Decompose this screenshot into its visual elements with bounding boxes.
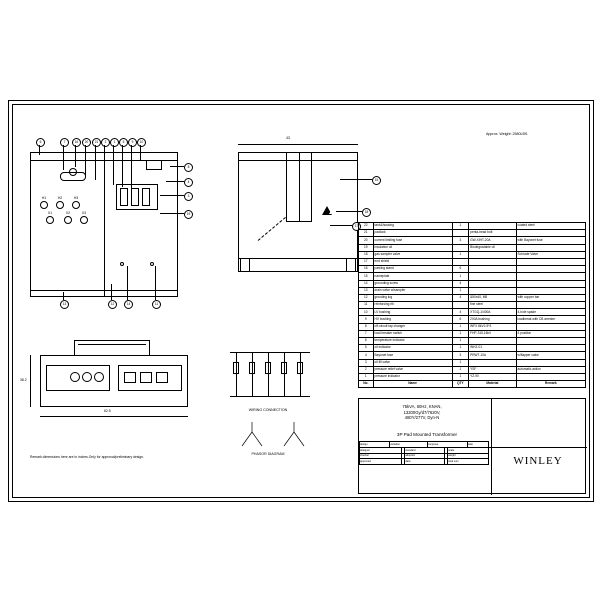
bom-cell-remark xyxy=(516,302,585,309)
revision-column-header: compose xyxy=(427,442,467,448)
revision-column-header: date xyxy=(467,442,488,448)
bom-cell-name: reinforcing rib xyxy=(373,302,452,309)
bom-cell-name: temperature indicator xyxy=(373,338,452,345)
bom-cell-name: parking stand xyxy=(373,266,452,273)
terminal-label-x1: X1 xyxy=(47,211,53,215)
bom-cell-no: 14 xyxy=(359,280,374,287)
bom-cell-no: 4 xyxy=(359,352,374,359)
wiring-coil-4 xyxy=(281,362,287,374)
table-row xyxy=(359,330,586,337)
table-row xyxy=(359,237,586,244)
leader-10 xyxy=(140,145,141,161)
side-view-door-split xyxy=(299,152,300,222)
bom-cell-no: 12 xyxy=(359,294,374,301)
bom-cell-remark xyxy=(516,323,585,330)
balloon-front-4: 20 xyxy=(82,138,91,147)
bill-of-materials-table xyxy=(358,222,586,388)
plan-bushing-b xyxy=(82,372,92,382)
bom-cell-material xyxy=(469,280,516,287)
bom-cell-qty: 1 xyxy=(452,345,469,352)
hv-bushing-3 xyxy=(72,201,80,209)
bom-cell-name: HV bushing xyxy=(373,316,452,323)
table-row xyxy=(359,273,586,280)
bom-cell-no: 7 xyxy=(359,330,374,337)
table-row xyxy=(359,352,586,359)
plan-bushing-c xyxy=(94,372,104,382)
bom-cell-qty: 1 xyxy=(452,223,469,230)
bom-cell-name: off-circuit tap changer xyxy=(373,323,452,330)
bom-cell-qty: 1 xyxy=(452,366,469,373)
phasor-diagram-label: PHASOR DIAGRAM xyxy=(251,452,285,456)
bom-cell-material: penta-head bolt xyxy=(469,230,516,237)
leader-b4 xyxy=(155,266,156,300)
plan-dim-line-depth xyxy=(30,355,31,407)
approx-weight-label: Approx. Weight: 2580LBS. xyxy=(486,132,529,136)
bom-cell-material xyxy=(469,287,516,294)
bom-cell-name: end shield xyxy=(373,258,452,265)
leader-9 xyxy=(131,145,132,189)
bom-cell-no: 17 xyxy=(359,258,374,265)
bom-cell-qty: 4 xyxy=(452,309,469,316)
plan-dim-width: 62.5 xyxy=(104,409,111,413)
bom-cell-material: GW-XIHT-20A xyxy=(469,237,516,244)
bom-cell-name: insulation oil xyxy=(373,244,452,251)
bom-cell-material xyxy=(469,273,516,280)
bom-cell-no: 3 xyxy=(359,359,374,366)
bom-cell-name: load breaker switch xyxy=(373,330,452,337)
wiring-lead-3 xyxy=(268,352,269,396)
revision-cell: approved xyxy=(360,459,402,465)
bom-cell-name: oil fill valve xyxy=(373,359,452,366)
table-row xyxy=(359,338,586,345)
bom-cell-name: Bayonet fuse xyxy=(373,352,452,359)
leader-2 xyxy=(63,145,64,170)
bom-cell-qty: 1 xyxy=(452,273,469,280)
bom-cell-remark xyxy=(516,338,585,345)
leader-b3 xyxy=(127,266,128,300)
side-view-foot-left xyxy=(240,258,250,272)
leader-1 xyxy=(39,145,40,155)
side-view-base-line xyxy=(238,258,358,259)
product-name: 3P Pad Mounted Transformer xyxy=(396,432,458,437)
leader-r2 xyxy=(166,181,184,182)
bom-cell-no: 13 xyxy=(359,287,374,294)
bom-cell-material xyxy=(469,338,516,345)
bom-cell-material: YZ-90 xyxy=(469,373,516,380)
leader-b2 xyxy=(111,284,112,300)
bom-cell-name: oil indicator xyxy=(373,345,452,352)
balloon-front-1: 6 xyxy=(36,138,45,147)
leader-7 xyxy=(113,145,114,185)
table-row xyxy=(359,244,586,251)
table-row xyxy=(359,345,586,352)
plan-lv-pad-3 xyxy=(156,372,168,383)
leader-3 xyxy=(75,145,76,167)
wiring-connection-label: WIRING CONNECTION xyxy=(248,408,288,412)
bom-cell-name: pressure indicator xyxy=(373,373,452,380)
phasor-delta-icon xyxy=(232,420,272,450)
bom-cell-qty: 1 xyxy=(452,373,469,380)
bom-cell-remark: 4 position xyxy=(516,330,585,337)
bom-cell-name: current limiting fuse xyxy=(373,237,452,244)
bom-cell-remark: with Bayonet fuse xyxy=(516,237,585,244)
balloon-bottom-4: 11 xyxy=(152,300,161,309)
warning-triangle-icon xyxy=(322,206,332,215)
table-row xyxy=(359,323,586,330)
revision-row xyxy=(360,459,489,465)
hv-bushing-4 xyxy=(46,216,54,224)
terminal-label-x3: X3 xyxy=(81,211,87,215)
bom-cell-material: PRWT-10A xyxy=(469,352,516,359)
bom-cell-remark xyxy=(516,359,585,366)
bom-cell-no: 20 xyxy=(359,237,374,244)
bom-column-header: QTY xyxy=(452,381,469,388)
table-row xyxy=(359,258,586,265)
bom-cell-qty: 1 xyxy=(452,338,469,345)
bom-cell-remark xyxy=(516,273,585,280)
bom-cell-qty xyxy=(452,230,469,237)
bom-cell-qty: 6 xyxy=(452,316,469,323)
table-row xyxy=(359,366,586,373)
bom-cell-no: 18 xyxy=(359,251,374,258)
balloon-side-1: 15 xyxy=(372,176,381,185)
bom-cell-no: 9 xyxy=(359,316,374,323)
bom-cell-material xyxy=(469,251,516,258)
bom-cell-name: grouding lug xyxy=(373,294,452,301)
bom-cell-remark xyxy=(516,244,585,251)
bom-cell-qty: 1 xyxy=(452,359,469,366)
balloon-side-2: 18 xyxy=(362,208,371,217)
leader-4 xyxy=(85,145,86,175)
balloon-front-2: 7 xyxy=(60,138,69,147)
bom-cell-remark xyxy=(516,258,585,265)
ground-pad-1 xyxy=(120,262,124,266)
bom-cell-remark xyxy=(516,345,585,352)
bom-cell-no: 11 xyxy=(359,302,374,309)
bom-cell-qty: 1 xyxy=(452,323,469,330)
bom-column-header: Remark xyxy=(516,381,585,388)
brand-logo: WINLEY xyxy=(513,455,563,467)
revision-column-header: variation xyxy=(390,442,428,448)
bom-cell-material: WHZ-01 xyxy=(469,345,516,352)
bom-cell-no: 2 xyxy=(359,366,374,373)
wiring-lead-1 xyxy=(236,352,237,396)
table-row xyxy=(359,230,586,237)
plan-view-hood-line xyxy=(78,344,146,345)
lv-bushing-block-2 xyxy=(131,188,139,206)
bom-cell-name: gas sampler valve xyxy=(373,251,452,258)
remark-note: Remark:dimensions here are in inches.Only for approval/preliminary design. xyxy=(30,455,145,459)
plan-lv-pad-2 xyxy=(140,372,152,383)
leader-8 xyxy=(122,145,123,187)
balloon-right-3: 3 xyxy=(184,192,193,201)
wiring-coil-1 xyxy=(233,362,239,374)
hv-bushing-2 xyxy=(56,201,64,209)
bom-cell-material xyxy=(469,266,516,273)
terminal-label-h2: H2 xyxy=(57,196,63,200)
bom-cell-name: pressure relief valve xyxy=(373,366,452,373)
plan-dim-depth: 38.2 xyxy=(20,378,27,382)
wiring-coil-3 xyxy=(265,362,271,374)
leader-b1 xyxy=(63,292,64,300)
revision-cell: scale xyxy=(448,448,489,454)
bom-cell-qty: 3 xyxy=(452,352,469,359)
plan-dim-line-width xyxy=(40,416,188,417)
bom-cell-remark xyxy=(516,266,585,273)
plan-view-top-hood xyxy=(74,340,150,356)
bom-cell-material xyxy=(469,223,516,230)
balloon-right-1: 8 xyxy=(184,163,193,172)
revision-cell: weight xyxy=(448,453,489,459)
balloon-bottom-1: 13 xyxy=(60,300,69,309)
lv-bushing-block-1 xyxy=(120,188,128,206)
bom-cell-name: padlock xyxy=(373,230,452,237)
bom-cell-no: 8 xyxy=(359,323,374,330)
spec-line-3: 480Y/277V, Dyn-N xyxy=(404,415,440,421)
bom-cell-no: 1 xyxy=(359,373,374,380)
terminal-label-x2: X2 xyxy=(65,211,71,215)
bom-cell-remark: coated steel xyxy=(516,223,585,230)
bom-column-header: Material xyxy=(469,381,516,388)
revision-cell: data xyxy=(405,459,444,465)
wiring-bottom-bus xyxy=(230,396,310,397)
table-row xyxy=(359,309,586,316)
bom-cell-remark xyxy=(516,280,585,287)
bom-cell-no: 15 xyxy=(359,273,374,280)
bom-cell-qty: 4 xyxy=(452,280,469,287)
balloon-front-9: 9 xyxy=(128,138,137,147)
bom-cell-remark: Schrade Valve xyxy=(516,251,585,258)
bom-cell-qty: 6 xyxy=(452,266,469,273)
table-row xyxy=(359,316,586,323)
leader-r1 xyxy=(170,166,184,167)
spec-line-2: 13200Gy/d7/7620V, xyxy=(403,409,441,415)
front-view-center-divider xyxy=(104,152,105,297)
bom-cell-material: Biodegradable oil xyxy=(469,244,516,251)
bom-cell-remark: w/flapper valve xyxy=(516,352,585,359)
bom-cell-remark: automatic action xyxy=(516,366,585,373)
bom-column-header: Name xyxy=(373,381,452,388)
revision-cell: adopted xyxy=(405,453,444,459)
plan-bushing-a xyxy=(70,372,80,382)
bom-cell-remark: 4-hole spade xyxy=(516,309,585,316)
bom-cell-material: WFX 8kV2-5*3 xyxy=(469,323,516,330)
leader-s1 xyxy=(340,179,372,180)
side-view-dim-line xyxy=(238,144,358,145)
revision-cell: designer xyxy=(360,448,402,454)
leader-s2 xyxy=(336,211,362,212)
revision-cell: checker xyxy=(360,453,402,459)
bom-cell-remark xyxy=(516,230,585,237)
bom-cell-qty xyxy=(452,302,469,309)
leader-6 xyxy=(104,145,105,153)
balloon-front-8: 5 xyxy=(119,138,128,147)
bom-cell-material: 200A bushing xyxy=(469,316,516,323)
bom-cell-qty: 1 xyxy=(452,330,469,337)
table-row xyxy=(359,373,586,380)
side-view-dim-label: 43 xyxy=(286,136,290,140)
balloon-front-6: 2 xyxy=(101,138,110,147)
bom-cell-material: &50x40, M8 xyxy=(469,294,516,301)
phasor-wye-icon xyxy=(274,420,314,450)
bom-cell-no: 22 xyxy=(359,223,374,230)
leader-s3 xyxy=(330,225,352,226)
terminal-label-h1: H1 xyxy=(41,196,47,200)
transformer-spec xyxy=(362,404,482,421)
bom-cell-material: fine steel xyxy=(469,302,516,309)
table-row xyxy=(359,280,586,287)
leader-5 xyxy=(95,145,96,180)
table-row xyxy=(359,251,586,258)
table-row xyxy=(359,266,586,273)
table-row xyxy=(359,359,586,366)
balloon-side-3: 17 xyxy=(352,222,361,231)
balloon-bottom-3: 14 xyxy=(124,300,133,309)
bom-cell-material xyxy=(469,258,516,265)
bom-cell-no: 19 xyxy=(359,244,374,251)
wiring-lead-2 xyxy=(252,352,253,396)
bom-cell-material: XTGQ-1/400A xyxy=(469,309,516,316)
hv-bushing-1 xyxy=(40,201,48,209)
bom-cell-qty: 4 xyxy=(452,294,469,301)
bom-cell-name: LV bushing xyxy=(373,309,452,316)
bom-cell-name: grounding screw xyxy=(373,280,452,287)
bom-cell-remark xyxy=(516,287,585,294)
bom-cell-no: 5 xyxy=(359,345,374,352)
wiring-coil-2 xyxy=(249,362,255,374)
wiring-top-bus xyxy=(230,352,310,353)
lv-bushing-block-3 xyxy=(142,188,150,206)
bom-cell-qty: 3 xyxy=(452,237,469,244)
bom-cell-qty: 1 xyxy=(452,287,469,294)
hv-switch-dial xyxy=(69,168,77,176)
wiring-lead-5 xyxy=(300,352,301,396)
balloon-front-3: 16 xyxy=(72,138,81,147)
table-row xyxy=(359,287,586,294)
bom-cell-qty: 1 xyxy=(452,251,469,258)
bom-cell-remark: with copper bar xyxy=(516,294,585,301)
revision-cell: standard xyxy=(405,448,444,454)
bom-cell-material xyxy=(469,359,516,366)
bom-cell-name: tank&housing xyxy=(373,223,452,230)
bom-cell-no: 16 xyxy=(359,266,374,273)
balloon-right-4: 19 xyxy=(184,210,193,219)
balloon-bottom-2: 12 xyxy=(108,300,117,309)
table-row xyxy=(359,302,586,309)
bom-cell-no: 21 xyxy=(359,230,374,237)
bom-cell-material: FHP-315,16kV xyxy=(469,330,516,337)
revision-grid xyxy=(359,447,489,465)
bom-cell-no: 6 xyxy=(359,338,374,345)
leader-r3 xyxy=(160,195,184,196)
lv-nameplate xyxy=(146,160,162,170)
bom-cell-no: 10 xyxy=(359,309,374,316)
table-row xyxy=(359,223,586,230)
revision-column-header: design xyxy=(360,442,390,448)
hv-bushing-5 xyxy=(64,216,72,224)
balloon-front-7: 1 xyxy=(110,138,119,147)
plan-lv-pad-1 xyxy=(124,372,136,383)
bom-cell-material: YSF xyxy=(469,366,516,373)
revision-header-grid xyxy=(359,441,489,448)
table-header-row xyxy=(359,381,586,388)
terminal-label-h3: H3 xyxy=(73,196,79,200)
revision-cell: total sum xyxy=(448,459,489,465)
wiring-coil-5 xyxy=(297,362,303,374)
hv-bushing-6 xyxy=(80,216,88,224)
bom-cell-remark: loadbreak with CB arrester xyxy=(516,316,585,323)
ground-pad-2 xyxy=(150,262,154,266)
balloon-right-2: 4 xyxy=(184,178,193,187)
side-view-foot-right xyxy=(346,258,356,272)
balloon-front-10: 10 xyxy=(137,138,146,147)
wiring-lead-4 xyxy=(284,352,285,396)
leader-r4 xyxy=(160,213,184,214)
bom-cell-qty xyxy=(452,244,469,251)
bom-cell-name: drain valve w/sampler xyxy=(373,287,452,294)
table-row xyxy=(359,294,586,301)
spec-line-1: 75kVA, 60Hz, KNAN, xyxy=(402,404,442,409)
balloon-front-5: 21 xyxy=(92,138,101,147)
bom-cell-remark xyxy=(516,373,585,380)
bom-cell-name: nameplate xyxy=(373,273,452,280)
bom-cell-qty xyxy=(452,258,469,265)
bom-column-header: No. xyxy=(359,381,374,388)
